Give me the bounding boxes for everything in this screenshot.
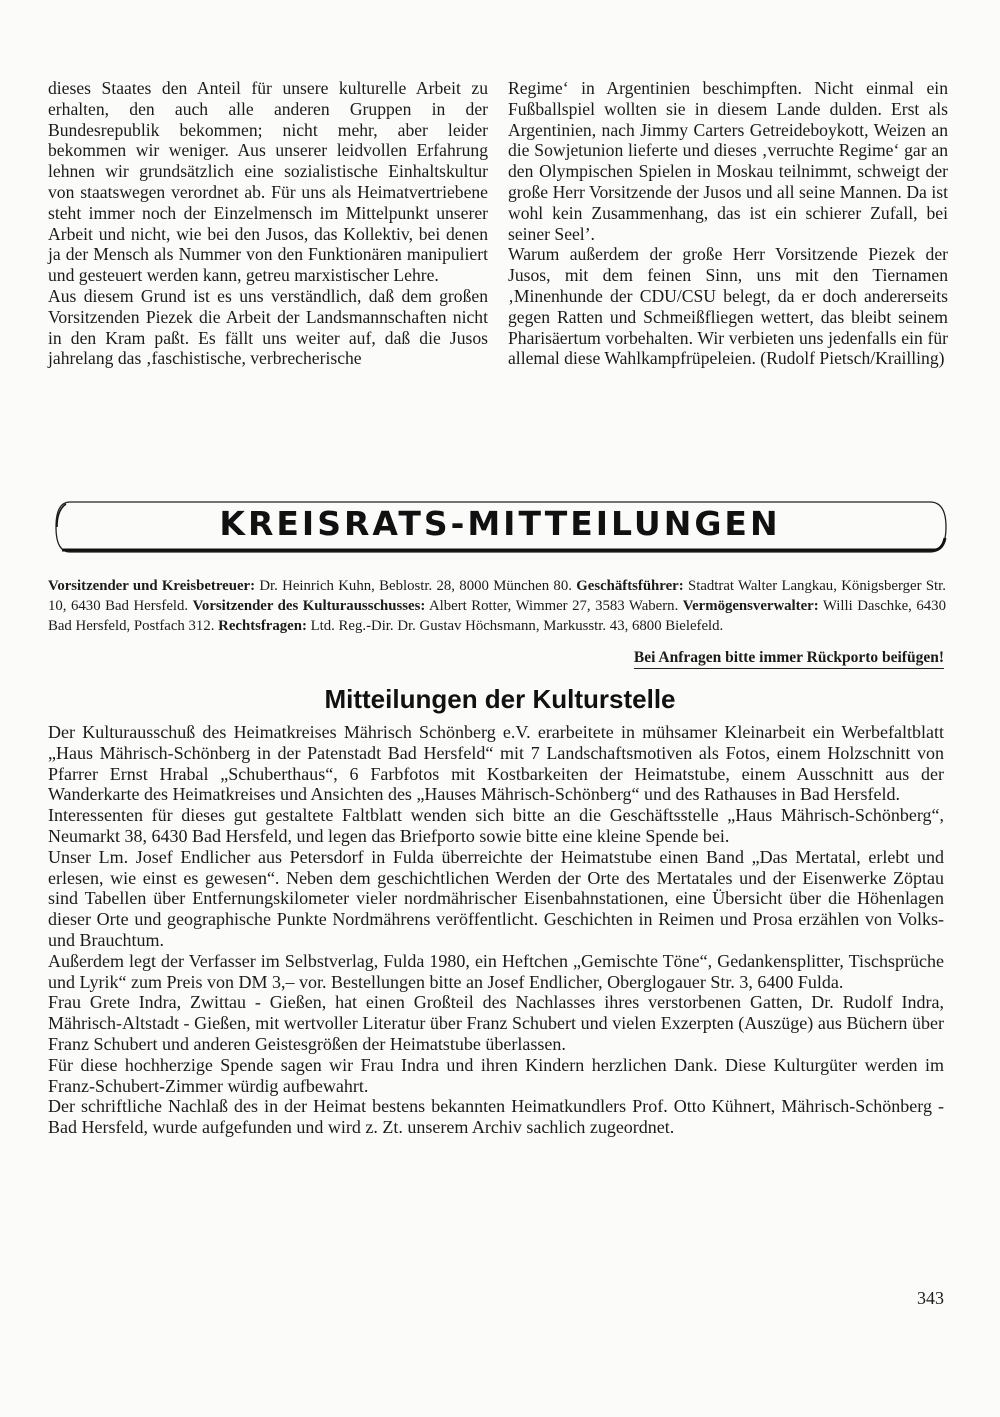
article-paragraph: Der schriftliche Nachlaß des in der Heimat bestens bekannten Heimatkundlers Prof. Otto Kühnert, Mährisch-Schönberg - Bad Hersfeld, wurde aufgefunden und wird z. Zt. unserem Archiv sachlich zugeordnet. <box>48 1096 944 1138</box>
article-paragraph: Außerdem legt der Verfasser im Selbstverlag, Fulda 1980, ein Heftchen „Gemischte Töne“, Gedankensplitter, Tischsprüche und Lyrik“ zum Preis von DM 3,– vor. Bestellungen bitte an Josef Endlicher, Oberglogauer Str. 3, 6400 Fulda. <box>48 950 944 992</box>
section-heading: Mitteilungen der Kulturstelle <box>324 684 676 714</box>
banner-title: KREISRATS-MITTEILUNGEN <box>219 504 781 543</box>
article-body <box>48 722 944 1138</box>
article-paragraph: Für diese hochherzige Spende sagen wir Frau Indra und ihren Kindern herzlichen Dank. Diese Kulturgüter werden im Franz-Schubert-Zimmer würdig aufbewahrt. <box>48 1054 944 1096</box>
right-column <box>508 78 948 369</box>
article-paragraph: Interessenten für dieses gut gestaltete Faltblatt wenden sich bitte an die Geschäftsstelle „Haus Mährisch-Schönberg“, Neumarkt 38, 6430 Bad Hersfeld, und legen das Briefporto sowie bitte eine kleine Spende bei. <box>48 805 944 846</box>
right-column-paragraph: Warum außerdem der große Herr Vorsitzende Piezek der Jusos, mit dem feinen Sinn, uns mit den Tiernamen ‚Minenhunde der CDU/CSU belegt, da er doch andererseits gegen Ratten und Schmeißfliegen wettert, das bleibt seinem Pharisäertum vorbehalten. Wir verbieten uns jedenfalls ein für allemal diese Wahlkampfrüpeleien. (Rudolf Pietsch/Krailling) <box>508 244 948 369</box>
manager-label: Geschäftsführer: <box>576 578 684 594</box>
section-banner <box>52 498 948 556</box>
culture-value: Albert Rotter, Wimmer 27, 3583 Wabern. <box>425 598 683 614</box>
legal-label: Rechtsfragen: <box>218 618 307 634</box>
chair-label: Vorsitzender und Kreisbetreuer: <box>48 578 256 594</box>
legal-value: Ltd. Reg.-Dir. Dr. Gustav Höchsmann, Markusstr. 43, 6800 Bielefeld. <box>306 618 724 634</box>
contact-directory <box>48 576 946 636</box>
left-column-paragraph: dieses Staates den Anteil für unsere kulturelle Arbeit zu erhalten, den auch alle anderen Gruppen in der Bundesrepublik bekommen; nicht mehr, aber leider bekommen wir weniger. Aus unserer leidvollen Erfahrung lehnen wir grundsätzlich eine sozialistische Einhaltskultur von staatswegen verordnet ab. Für uns als Heimatvertriebene steht immer noch der Einzelmensch im Mittelpunkt unserer Arbeit und nicht, wie bei den Jusos, das Kollektiv, bei denen ja der Mensch als Nummer von den Funktionären manipuliert und gesteuert werden kann, getreu marxistischer Lehre. <box>48 78 488 286</box>
return-postage-notice: Bei Anfragen bitte immer Rückporto beifügen! <box>634 648 944 669</box>
culture-label: Vorsitzender des Kulturausschusses: <box>192 598 426 614</box>
left-column-paragraph: Aus diesem Grund ist es uns verständlich, daß dem großen Vorsitzenden Piezek die Arbeit der Landsmannschaften nicht in den Kram paßt. Es fällt uns weiter auf, daß die Jusos jahrelang das ‚faschistische, verbrecherische <box>48 285 488 369</box>
page-number: 343 <box>917 1288 944 1308</box>
chair-value: Dr. Heinrich Kuhn, Beblostr. 28, 8000 München 80. <box>255 578 577 594</box>
right-column-paragraph: Regime‘ in Argentinien beschimpften. Nicht einmal ein Fußballspiel wollten sie in diesem Lande dulden. Erst als Argentinien, nach Jimmy Carters Getreideboykott, Weizen an die Sowjetunion lieferte und dieses ‚verruchte Regime‘ gar an den Olympischen Spielen in Moskau teilnimmt, schweigt der große Herr Vorsitzende der Jusos und all seine Mannen. Da ist wohl kein Zusammenhang, das ist ein schierer Zufall, bei seiner Seel’. <box>508 78 948 244</box>
assets-value: Willi Daschke, 6430 Bad Hersfeld, Postfach 312. <box>48 598 946 634</box>
assets-label: Vermögensverwalter: <box>682 598 819 614</box>
article-paragraph: Der Kulturausschuß des Heimatkreises Mährisch Schönberg e.V. erarbeitete in mühsamer Kleinarbeit ein Werbefaltblatt „Haus Mährisch-Schönberg in der Patenstadt Bad Hersfeld“ mit 7 Landschaftsmotiven als Fotos, einem Holzschnitt von Pfarrer Ernst Hrabal „Schuberthaus“, 6 Farbfotos mit Kostbarkeiten der Heimatstube, einem Ausschnitt aus der Wanderkarte des Heimatkreises und Ansichten des „Hauses Mährisch-Schönberg“ und des Rathauses in Bad Hersfeld. <box>48 722 944 805</box>
manager-value: Stadtrat Walter Langkau, Königsberger Str. 10, 6430 Bad Hersfeld. <box>48 578 946 614</box>
article-paragraph: Unser Lm. Josef Endlicher aus Petersdorf in Fulda überreichte der Heimatstube einen Band „Das Mertatal, erlebt und erlesen, wie einst es gewesen“. Neben dem geschichtlichen Werden der Orte des Mertatales und der Eisenwerke Zöptau sind Tabellen über Entfernungskilometer vieler nordmährischer Eisenbahnstationen, eine Übersicht über die Höhenlagen dieser Orte und geographische Punkte Nordmährens veröffentlicht. Geschichten in Reimen und Prosa erzählen von Volks- und Brauchtum. <box>48 846 944 950</box>
left-column <box>48 78 488 369</box>
article-paragraph: Frau Grete Indra, Zwittau - Gießen, hat einen Großteil des Nachlasses ihres verstorbenen Gatten, Dr. Rudolf Indra, Mährisch-Altstadt - Gießen, mit wertvoller Literatur über Franz Schubert und vielen Exzerpten (Auszüge) aus Büchern über Franz Schubert und anderen Geistesgrößen der Heimatstube überlassen. <box>48 992 944 1054</box>
